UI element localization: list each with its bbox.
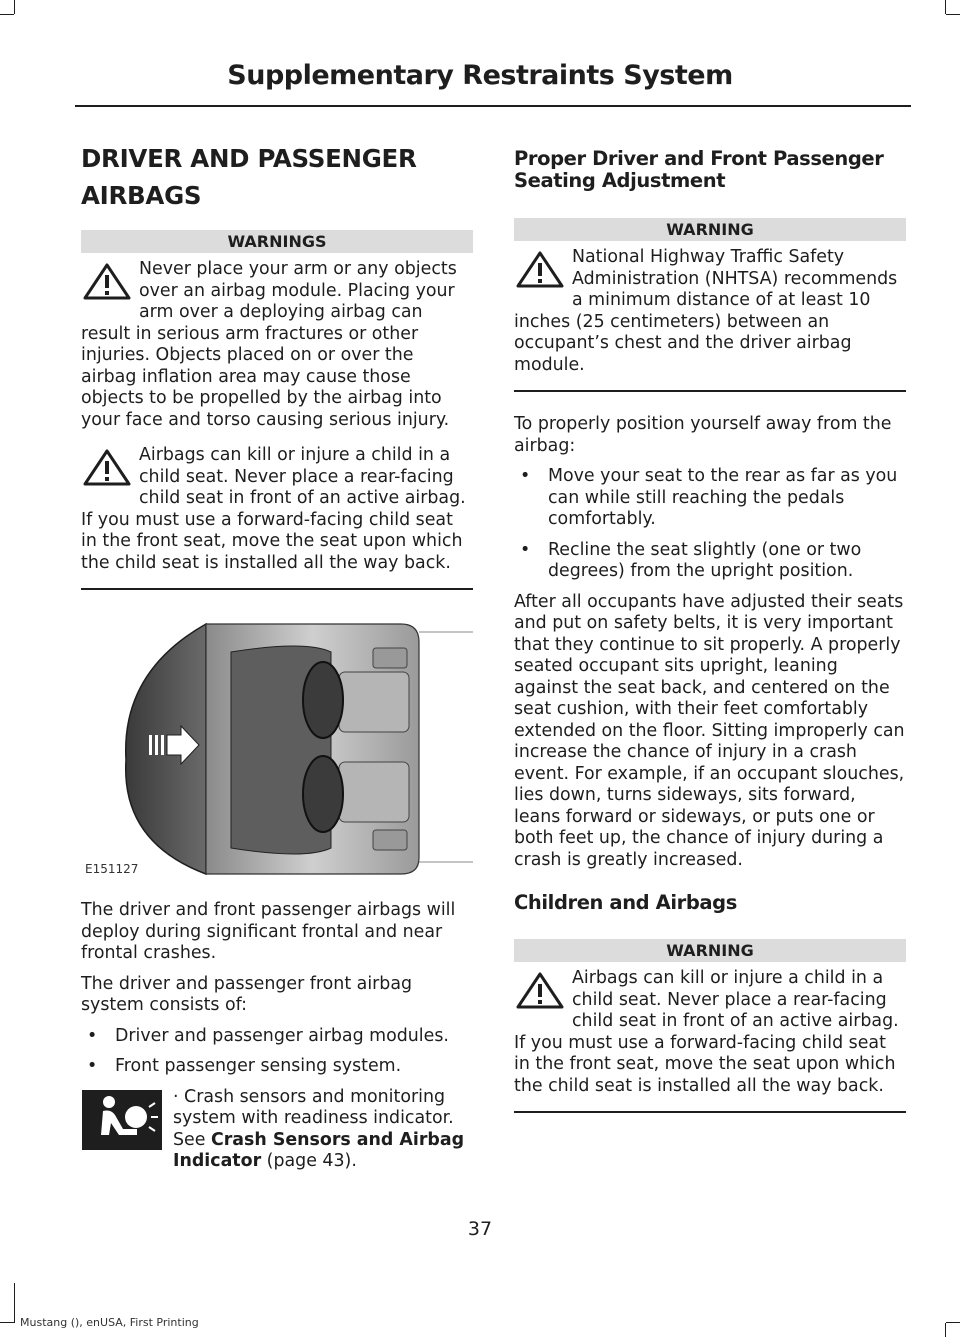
airbag-indicator-block <box>81 1087 473 1173</box>
section-heading-line2: AIRBAGS <box>81 181 202 210</box>
crop-mark <box>0 14 14 15</box>
warning-end-rule <box>81 588 473 590</box>
page-number: 37 <box>467 1218 493 1240</box>
warning-band: WARNING <box>514 218 906 241</box>
warning-end-rule <box>514 390 906 392</box>
car-airbag-illustration <box>81 612 473 878</box>
warning-text-child-seat: Airbags can kill or injure a child in a child seat. Never place a rear-facing child seat in front of an active airbag. If you must use a forward-facing child seat in the front seat, move the seat upon which the child seat is installed all the way back. <box>514 968 899 1096</box>
crop-mark <box>14 1283 15 1323</box>
crop-mark <box>945 0 946 14</box>
crop-mark <box>0 1322 14 1323</box>
airbag-warning-indicator-icon <box>81 1089 163 1151</box>
paragraph-deploy: The driver and front passenger airbags will deploy during significant frontal and near frontal crashes. <box>81 900 456 963</box>
warnings-band: WARNINGS <box>81 230 473 253</box>
crop-mark <box>14 0 15 14</box>
warning-triangle-icon <box>514 970 566 1010</box>
warning-end-rule <box>514 1111 906 1113</box>
list-item-text: Front passenger sensing system. <box>115 1056 402 1076</box>
warning-block-child-seat <box>514 968 906 1097</box>
seating-adjustment-heading: Proper Driver and Front Passenger Seating Adjustment <box>514 147 884 192</box>
page-header-title: Supplementary Restraints System <box>227 60 733 91</box>
list-item: • Recline the seat slightly (one or two degrees) from the upright position. <box>520 539 862 581</box>
indicator-page-ref: (page 43). <box>261 1151 357 1171</box>
list-item: • Driver and passenger airbag modules. <box>87 1025 449 1046</box>
section-heading-line1: DRIVER AND PASSENGER <box>81 144 417 173</box>
left-column <box>81 140 473 1173</box>
warning-triangle-icon <box>514 249 566 289</box>
list-item: • Front passenger sensing system. <box>87 1056 402 1076</box>
warning-block-nhtsa <box>514 247 906 376</box>
crop-mark <box>945 1323 946 1337</box>
figure-code: E151127 <box>85 861 139 876</box>
warning-text-arm: Never place your arm or any objects over an airbag module. Placing your arm over a deploying airbag can result in serious arm fractures or other injuries. Objects placed on or over the airbag inflation area may cause those objects to be propelled by the airbag into your face and torso causing serious injury. <box>81 259 457 430</box>
header-rule <box>75 105 911 107</box>
warning-block-arm <box>81 259 473 431</box>
list-item-text: Move your seat to the rear as far as you can while still reaching the pedals comfortably. <box>548 466 898 529</box>
list-item-text: Recline the seat slightly (one or two degrees) from the upright position. <box>548 539 862 581</box>
children-airbags-heading: Children and Airbags <box>514 891 737 914</box>
warning-band: WARNING <box>514 939 906 962</box>
warning-text-nhtsa: National Highway Traffic Safety Administration (NHTSA) recommends a minimum distance of at least 10 inches (25 centimeters) between an occupant’s chest and the driver airbag module. <box>514 247 898 375</box>
warning-triangle-icon <box>81 261 133 301</box>
warning-triangle-icon <box>81 447 133 487</box>
paragraph-intro: To properly position yourself away from the airbag: <box>514 414 892 456</box>
crash-sensors-link[interactable]: Crash Sensors and Airbag Indicator <box>173 1129 465 1171</box>
list-item-text: Driver and passenger airbag modules. <box>115 1025 449 1046</box>
paragraph-seating: After all occupants have adjusted their seats and put on safety belts, it is very important that they continue to sit properly. A properly seated occupant sits upright, leaning against the seat back, and centered on the seat cushion, with their feet comfortably extended on the floor. Sitting improperly can increase the chance of injury in a crash event. For example, if an occupant slouches, lies down, turns sideways, sits forward, leans forward or sideways, or puts one or both feet up, the chance of injury during a crash is greatly increased. <box>514 591 905 870</box>
right-column <box>514 140 906 1135</box>
edition-footer: Mustang (), enUSA, First Printing <box>20 1316 199 1329</box>
warning-block-child-seat <box>81 445 473 574</box>
crop-mark <box>946 1322 960 1323</box>
crop-mark <box>946 14 960 15</box>
paragraph-system: The driver and passenger front airbag system consists of: <box>81 973 413 1015</box>
warning-text-child-seat: Airbags can kill or injure a child in a child seat. Never place a rear-facing child seat in front of an active airbag. If you must use a forward-facing child seat in the front seat, move the seat upon which the child seat is installed all the way back. <box>81 445 466 573</box>
section-heading <box>81 140 473 214</box>
indicator-text: · Crash sensors and monitoring system with readiness indicator. See <box>173 1086 454 1150</box>
list-item: • Move your seat to the rear as far as you can while still reaching the pedals comfortably. <box>520 466 898 529</box>
airbag-deployment-figure <box>81 612 473 878</box>
